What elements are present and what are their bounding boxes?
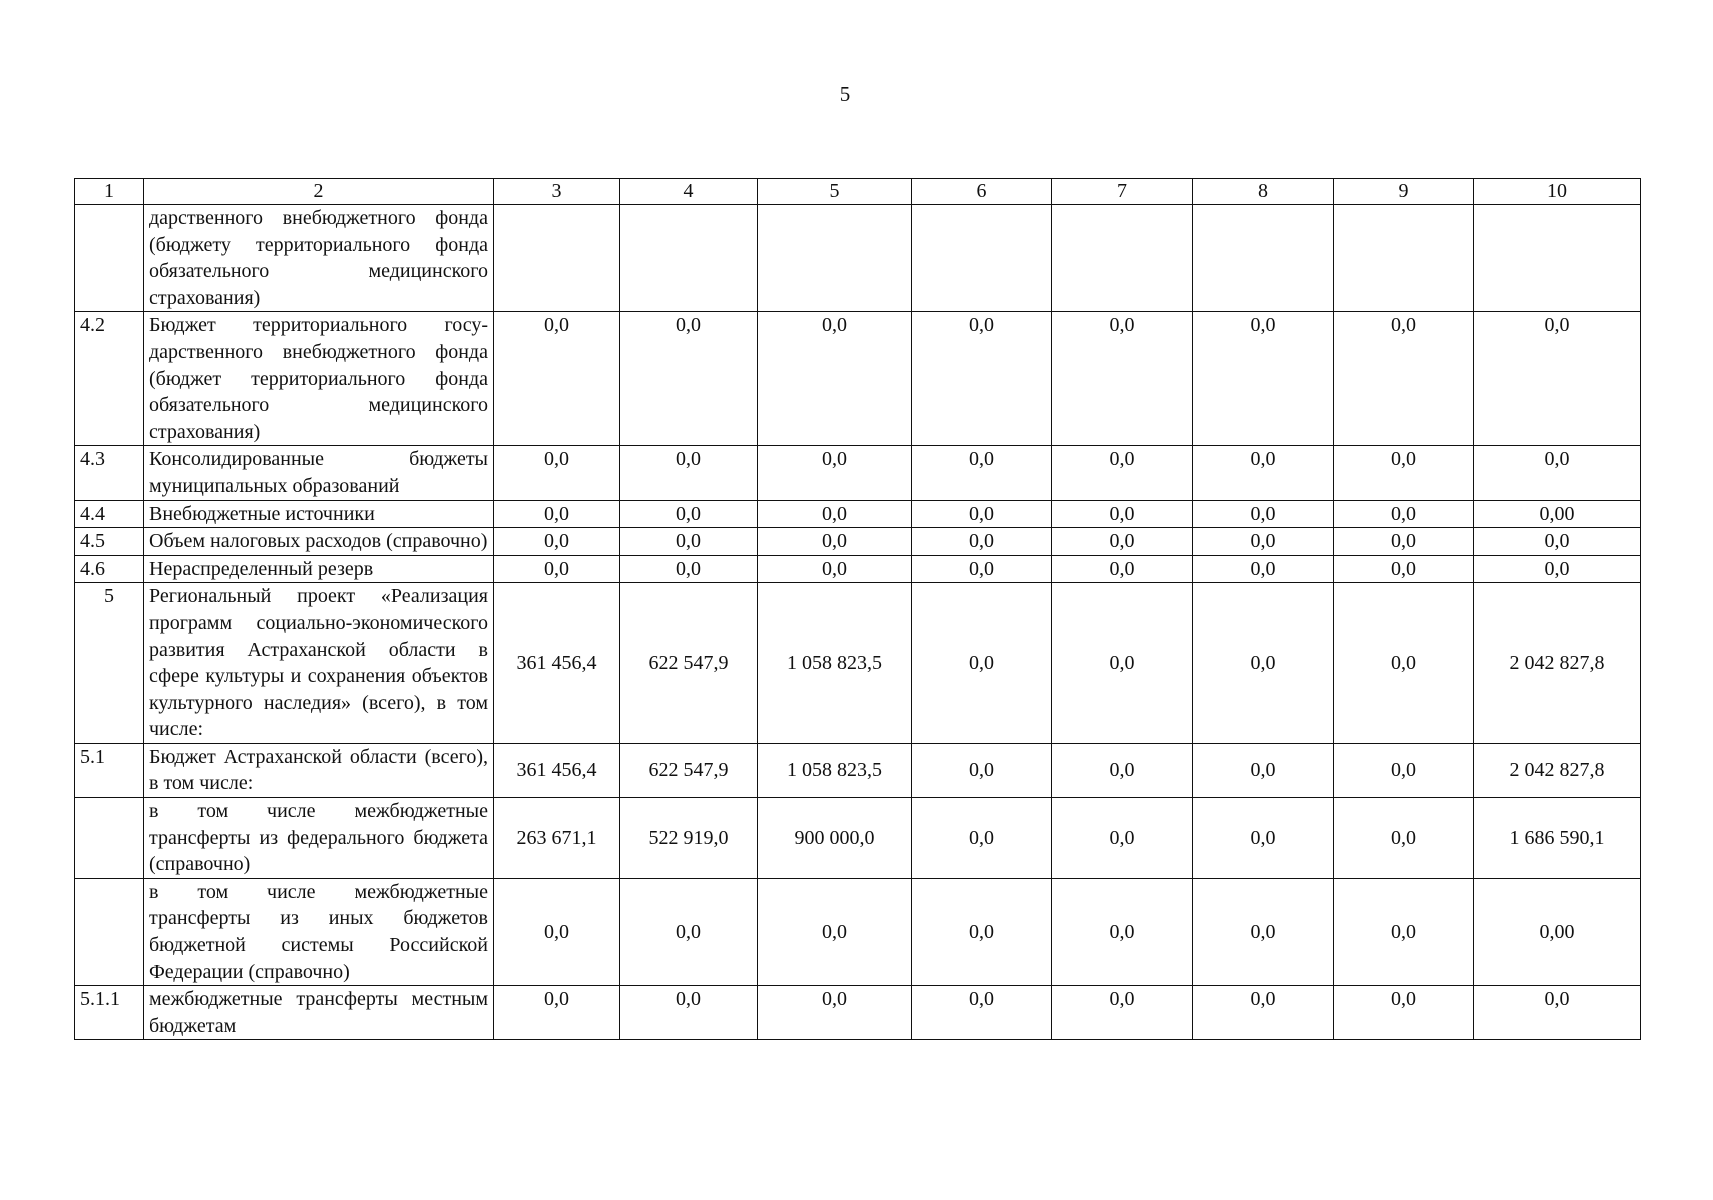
page-number: 5: [839, 82, 851, 106]
row-number: 5: [75, 583, 144, 744]
value-cell: 0,0: [1474, 986, 1641, 1040]
table-row: [75, 986, 1641, 1040]
value-cell: 361 456,4: [494, 583, 620, 744]
value-cell: 361 456,4: [494, 743, 620, 797]
value-cell: 0,0: [620, 500, 758, 528]
value-cell: 0,0: [494, 446, 620, 500]
value-cell: 0,0: [912, 798, 1052, 879]
header-cell: 3: [494, 179, 620, 205]
value-cell: 0,0: [1052, 583, 1193, 744]
value-cell: [1474, 205, 1641, 312]
header-cell: 1: [75, 179, 144, 205]
value-cell: 0,0: [912, 500, 1052, 528]
row-number: 5.1: [75, 743, 144, 797]
value-cell: [620, 205, 758, 312]
value-cell: 0,0: [1052, 986, 1193, 1040]
value-cell: 0,0: [912, 878, 1052, 985]
value-cell: 1 058 823,5: [758, 743, 912, 797]
header-cell: 6: [912, 179, 1052, 205]
header-cell: 10: [1474, 179, 1641, 205]
value-cell: 0,0: [912, 446, 1052, 500]
value-cell: 0,0: [1052, 528, 1193, 556]
value-cell: 0,0: [912, 528, 1052, 556]
table-row: [75, 798, 1641, 879]
value-cell: 0,0: [1334, 312, 1474, 446]
value-cell: [758, 205, 912, 312]
table-row: [75, 312, 1641, 446]
value-cell: 0,0: [758, 500, 912, 528]
row-number: 5.1.1: [75, 986, 144, 1040]
table-header: [75, 179, 1641, 205]
value-cell: 0,0: [912, 743, 1052, 797]
value-cell: 0,0: [1193, 500, 1334, 528]
value-cell: 0,0: [1334, 798, 1474, 879]
value-cell: 0,0: [1193, 583, 1334, 744]
row-description: межбюджетные трансферты местным бюджетам: [144, 986, 494, 1040]
table-row: [75, 500, 1641, 528]
value-cell: 0,0: [912, 583, 1052, 744]
value-cell: 900 000,0: [758, 798, 912, 879]
value-cell: [1193, 205, 1334, 312]
table-row: [75, 878, 1641, 985]
value-cell: 0,0: [758, 555, 912, 583]
value-cell: 622 547,9: [620, 583, 758, 744]
row-number: 4.5: [75, 528, 144, 556]
value-cell: 0,0: [912, 312, 1052, 446]
value-cell: 0,0: [1474, 555, 1641, 583]
value-cell: 0,0: [1193, 446, 1334, 500]
row-number: 4.6: [75, 555, 144, 583]
value-cell: 0,0: [1334, 743, 1474, 797]
value-cell: 0,0: [1193, 986, 1334, 1040]
value-cell: 0,0: [1193, 798, 1334, 879]
value-cell: 0,0: [1334, 583, 1474, 744]
row-description: в том числе межбюджетные трансферты из иных бюджетов бюджетной системы Российской Федерации (справочно): [144, 878, 494, 985]
value-cell: 0,0: [758, 312, 912, 446]
value-cell: 0,0: [1193, 312, 1334, 446]
value-cell: 0,0: [1052, 878, 1193, 985]
table-row: [75, 528, 1641, 556]
value-cell: 0,0: [1193, 528, 1334, 556]
row-number: 4.4: [75, 500, 144, 528]
table-body: [75, 205, 1641, 1040]
budget-table: [74, 178, 1641, 1040]
row-number: [75, 205, 144, 312]
value-cell: 0,0: [494, 312, 620, 446]
value-cell: 0,0: [1052, 500, 1193, 528]
value-cell: 0,0: [758, 878, 912, 985]
row-number: 4.2: [75, 312, 144, 446]
value-cell: 0,0: [1052, 446, 1193, 500]
value-cell: 0,0: [1334, 555, 1474, 583]
value-cell: 0,0: [1334, 878, 1474, 985]
value-cell: 0,0: [1474, 312, 1641, 446]
row-number: [75, 798, 144, 879]
row-description: Региональный проект «Реализация программ социально-экономического развития Астраханской области в сфере культуры и сохранения объектов культурного наследия» (всего), в том числе:: [144, 583, 494, 744]
value-cell: 0,0: [1334, 500, 1474, 528]
value-cell: 0,0: [1334, 446, 1474, 500]
value-cell: 0,0: [1193, 878, 1334, 985]
value-cell: 0,0: [620, 528, 758, 556]
value-cell: 0,0: [1052, 312, 1193, 446]
value-cell: 0,0: [1474, 446, 1641, 500]
value-cell: 0,0: [912, 555, 1052, 583]
value-cell: 0,0: [494, 500, 620, 528]
row-description: Бюджет Астраханской области (всего), в том числе:: [144, 743, 494, 797]
row-description: Консолидированные бюджеты муниципальных образований: [144, 446, 494, 500]
row-description: в том числе межбюджетные трансферты из федерального бюджета (справочно): [144, 798, 494, 879]
value-cell: 0,0: [494, 555, 620, 583]
value-cell: 0,0: [912, 986, 1052, 1040]
value-cell: 0,0: [620, 986, 758, 1040]
header-cell: 2: [144, 179, 494, 205]
value-cell: 0,00: [1474, 878, 1641, 985]
table-row: [75, 555, 1641, 583]
header-row: [75, 179, 1641, 205]
table-row: [75, 205, 1641, 312]
table-row: [75, 446, 1641, 500]
value-cell: 0,0: [758, 446, 912, 500]
value-cell: 0,0: [620, 555, 758, 583]
row-description: дарственного внебюджетного фонда (бюджету территориального фонда обязательного медицинского страхования): [144, 205, 494, 312]
row-description: Внебюджетные источники: [144, 500, 494, 528]
value-cell: 0,0: [494, 986, 620, 1040]
table-row: [75, 743, 1641, 797]
row-description: Нераспределенный резерв: [144, 555, 494, 583]
row-description: Бюджет территориального государственного внебюджетного фонда (бюджет территориального фонда обязательного медицинского страхования): [144, 312, 494, 446]
header-cell: 5: [758, 179, 912, 205]
value-cell: 0,0: [1193, 743, 1334, 797]
value-cell: [912, 205, 1052, 312]
value-cell: 0,0: [758, 986, 912, 1040]
value-cell: 0,0: [494, 878, 620, 985]
table-row: [75, 583, 1641, 744]
value-cell: 0,0: [494, 528, 620, 556]
value-cell: 0,0: [620, 446, 758, 500]
value-cell: 0,0: [1474, 528, 1641, 556]
value-cell: [1334, 205, 1474, 312]
header-cell: 7: [1052, 179, 1193, 205]
value-cell: 1 058 823,5: [758, 583, 912, 744]
value-cell: 0,0: [758, 528, 912, 556]
value-cell: 2 042 827,8: [1474, 583, 1641, 744]
value-cell: 0,0: [620, 312, 758, 446]
value-cell: 0,00: [1474, 500, 1641, 528]
value-cell: 0,0: [1334, 528, 1474, 556]
header-cell: 9: [1334, 179, 1474, 205]
value-cell: 0,0: [1052, 555, 1193, 583]
value-cell: 522 919,0: [620, 798, 758, 879]
header-cell: 4: [620, 179, 758, 205]
value-cell: [1052, 205, 1193, 312]
value-cell: 0,0: [1052, 798, 1193, 879]
value-cell: 263 671,1: [494, 798, 620, 879]
row-number: 4.3: [75, 446, 144, 500]
value-cell: 0,0: [1193, 555, 1334, 583]
row-number: [75, 878, 144, 985]
row-description: Объем налоговых расходов (справочно): [144, 528, 494, 556]
value-cell: 1 686 590,1: [1474, 798, 1641, 879]
value-cell: [494, 205, 620, 312]
value-cell: 2 042 827,8: [1474, 743, 1641, 797]
value-cell: 0,0: [1052, 743, 1193, 797]
header-cell: 8: [1193, 179, 1334, 205]
value-cell: 622 547,9: [620, 743, 758, 797]
value-cell: 0,0: [620, 878, 758, 985]
value-cell: 0,0: [1334, 986, 1474, 1040]
